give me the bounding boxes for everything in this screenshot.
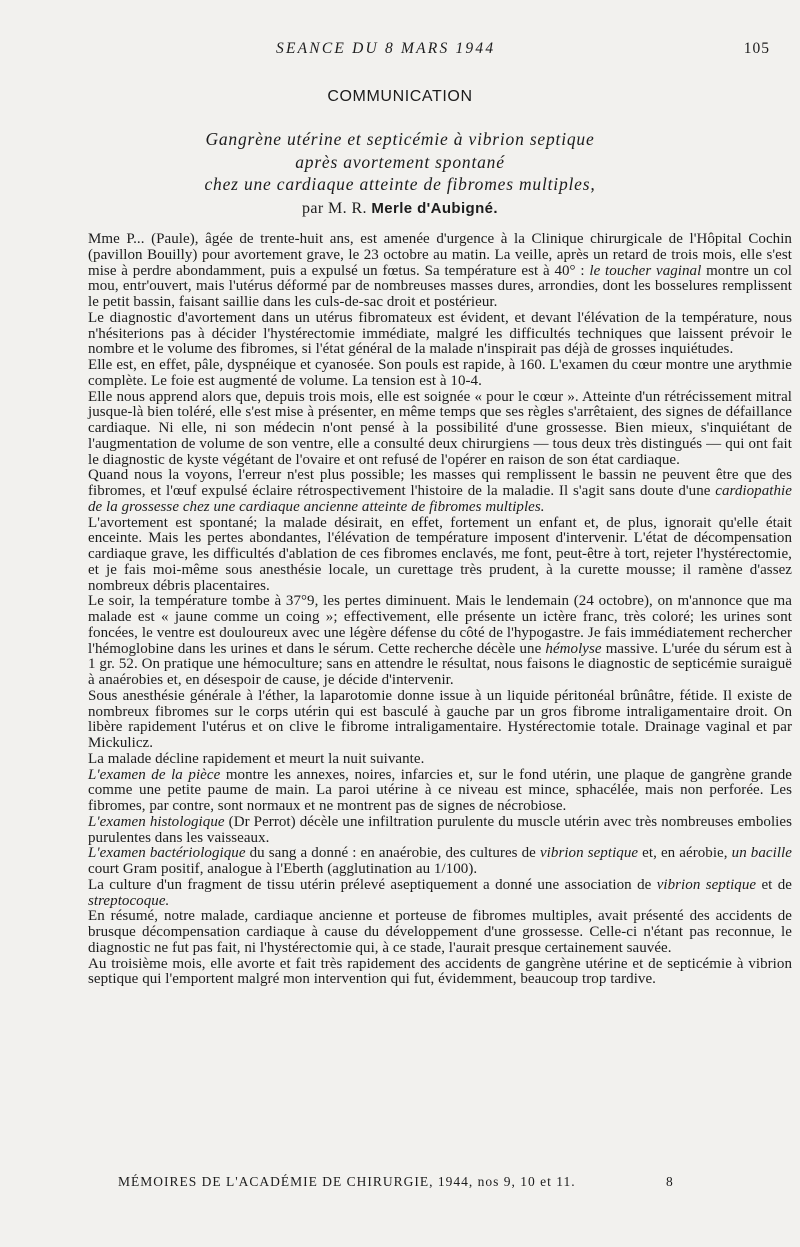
section-label: COMMUNICATION (327, 88, 473, 105)
paragraph-8: Sous anesthésie générale à l'éther, la laparotomie donne issue à un liquide péritonéal brûnâtre, fétide. Il existe de nombreux fibromes sur le corps utérin qui est basculé à gauche par un gros fibrome intraligamentaire droit. On libère rapidement l'utérus et on clive le fibrome intraligamentaire. Hystérectomie totale. Drainage vaginal et par Mickulicz. (88, 687, 792, 751)
paragraph-14: En résumé, notre malade, cardiaque ancienne et porteuse de fibromes multiples, avait présenté des accidents de brusque décompensation cardiaque à cause du développement d'une grossesse. Celle-ci n'étant pas reconnue, le diagnostic ne fut pas fait, ni l'hystérectomie qui, à ce stade, l'aurait presque certainement sauvée. (88, 908, 792, 956)
article-body (88, 232, 792, 988)
author-prefix: par M. R. (302, 200, 367, 217)
author-line (0, 200, 800, 218)
title-line-2: après avortement spontané (295, 151, 505, 172)
paragraph-4: Elle nous apprend alors que, depuis trois mois, elle est soignée « pour le cœur ». Atteinte d'un rétrécissement mitral jusque-là bien toléré, elle s'est mise à présenter, en même temps que ses règles s'arrêtaient, des signes de défaillance cardiaque. Ni elle, ni son médecin n'ont pensé à la possibilité d'une grossesse. Bien mieux, s'inquiétant de l'augmentation de volume de son ventre, elle a consulté deux chirurgiens — tous deux très distingués — qui ont fait le diagnostic de kyste végétant de l'ovaire et ont refusé de l'opérer en raison de son état cardiaque. (88, 388, 792, 468)
paragraph-2: Le diagnostic d'avortement dans un utérus fibromateux est évident, et devant l'élévation de la température, nous n'hésiterions pas à décider l'hystérectomie immédiate, malgré les difficultés techniques que laissent prévoir le nombre et le volume des fibromes, si l'état général de la malade n'inspirait pas déjà de grosses inquiétudes. (88, 309, 792, 358)
page-number: 105 (743, 40, 770, 57)
paragraph-3: Elle est, en effet, pâle, dyspnéique et cyanosée. Son pouls est rapide, à 160. L'examen du cœur montre une arythmie complète. Le foie est augmenté de volume. La tension est à 10-4. (88, 357, 792, 389)
article-title (60, 128, 740, 196)
paragraph-15: Au troisième mois, elle avorte et fait très rapidement des accidents de gangrène utérine et de septicémie à vibrion septique qui l'emportent malgré mon intervention qui fut, évidemment, beaucoup trop tardive. (88, 955, 792, 988)
paragraph-5: Quand nous la voyons, l'erreur n'est plus possible; les masses qui remplissent le bassin ne peuvent être que des fibromes, et l'œuf expulsé éclaire rétrospectivement l'histoire de la maladie. Il s'agit sans doute d'une cardiopathie de la grossesse chez une cardiaque ancienne atteinte de fibromes multiples. (88, 467, 792, 515)
page-footer (118, 1174, 718, 1194)
paragraph-6: L'avortement est spontané; la malade désirait, en effet, fortement un enfant et, de plus, ignorait qu'elle était enceinte. Mais les pertes abondantes, l'élévation de température imposent d'intervenir. L'état de décompensation cardiaque grave, les difficultés d'ablation de ces fibromes enclavés, me font, peut-être à tort, rejeter l'hystérectomie, et je fais moi-même sous anesthésie locale, un curettage très prudent, à la curette mousse; il ramène d'assez nombreux débris placentaires. (88, 514, 792, 594)
paragraph-13: La culture d'un fragment de tissu utérin prélevé aseptiquement a donné une association de vibrion septique et de streptocoque. (88, 876, 792, 909)
paragraph-11: L'examen histologique (Dr Perrot) décèle une infiltration purulente du muscle utérin avec très nombreuses embolies purulentes dans les vaisseaux. (88, 813, 792, 846)
title-line-1: Gangrène utérine et septicémie à vibrion septique (205, 129, 595, 149)
journal-citation: MÉMOIRES DE L'ACADÉMIE DE CHIRURGIE, 1944, nos 9, 10 et 11. (118, 1174, 576, 1189)
paragraph-12: L'examen bactériologique du sang a donné : en anaérobie, des cultures de vibrion septique et, en aérobie, un bacille court Gram positif, analogue à l'Eberth (agglutination au 1/100). (88, 845, 792, 877)
paragraph-10: L'examen de la pièce montre les annexes, noires, infarcies et, sur le fond utérin, une plaque de gangrène grande comme une petite paume de main. La paroi utérine à ce niveau est mince, sphacélée, mais non perforée. Les fibromes, par contre, sont normaux et ne montrent pas de signes de nécrobiose. (88, 766, 792, 814)
paragraph-1: Mme P... (Paule), âgée de trente-huit ans, est amenée d'urgence à la Clinique chirurgicale de l'Hôpital Cochin (pavillon Bouilly) pour avortement grave, le 23 octobre au matin. La veille, après un retard de trois mois, elle s'est mise à perdre abondamment, puis a expulsé un fœtus. Sa température est à 40° : le toucher vaginal montre un col mou, entr'ouvert, mais l'utérus déformé par de nombreuses masses dures, arrondies, dont les bosselures remplissent le petit bassin, faisant saillie dans les culs-de-sac droit et postérieur. (88, 231, 792, 310)
paragraph-9: La malade décline rapidement et meurt la nuit suivante. (88, 750, 425, 767)
running-header (88, 40, 770, 60)
author-name: Merle d'Aubigné. (371, 200, 498, 217)
signature-mark: 8 (666, 1174, 674, 1189)
paragraph-7: Le soir, la température tombe à 37°9, les pertes diminuent. Mais le lendemain (24 octobre), on m'annonce que ma malade est « jaune comme un coing »; effectivement, elle présente un ictère franc, très coloré; les urines sont foncées, le ventre est douloureux avec une légère défense du côté de l'hypogastre. Je fais immédiatement rechercher l'hémoglobine dans les urines et dans le sérum. Cette recherche décèle une hémolyse massive. L'urée du sérum est à 1 gr. 52. On pratique une hémoculture; sans en attendre le résultat, nous faisons le diagnostic de septicémie suraiguë à anaérobies et, en désespoir de cause, je décide d'intervenir. (88, 593, 792, 688)
running-title: SEANCE DU 8 MARS 1944 (276, 40, 496, 57)
title-line-3: chez une cardiaque atteinte de fibromes multiples, (204, 174, 596, 194)
